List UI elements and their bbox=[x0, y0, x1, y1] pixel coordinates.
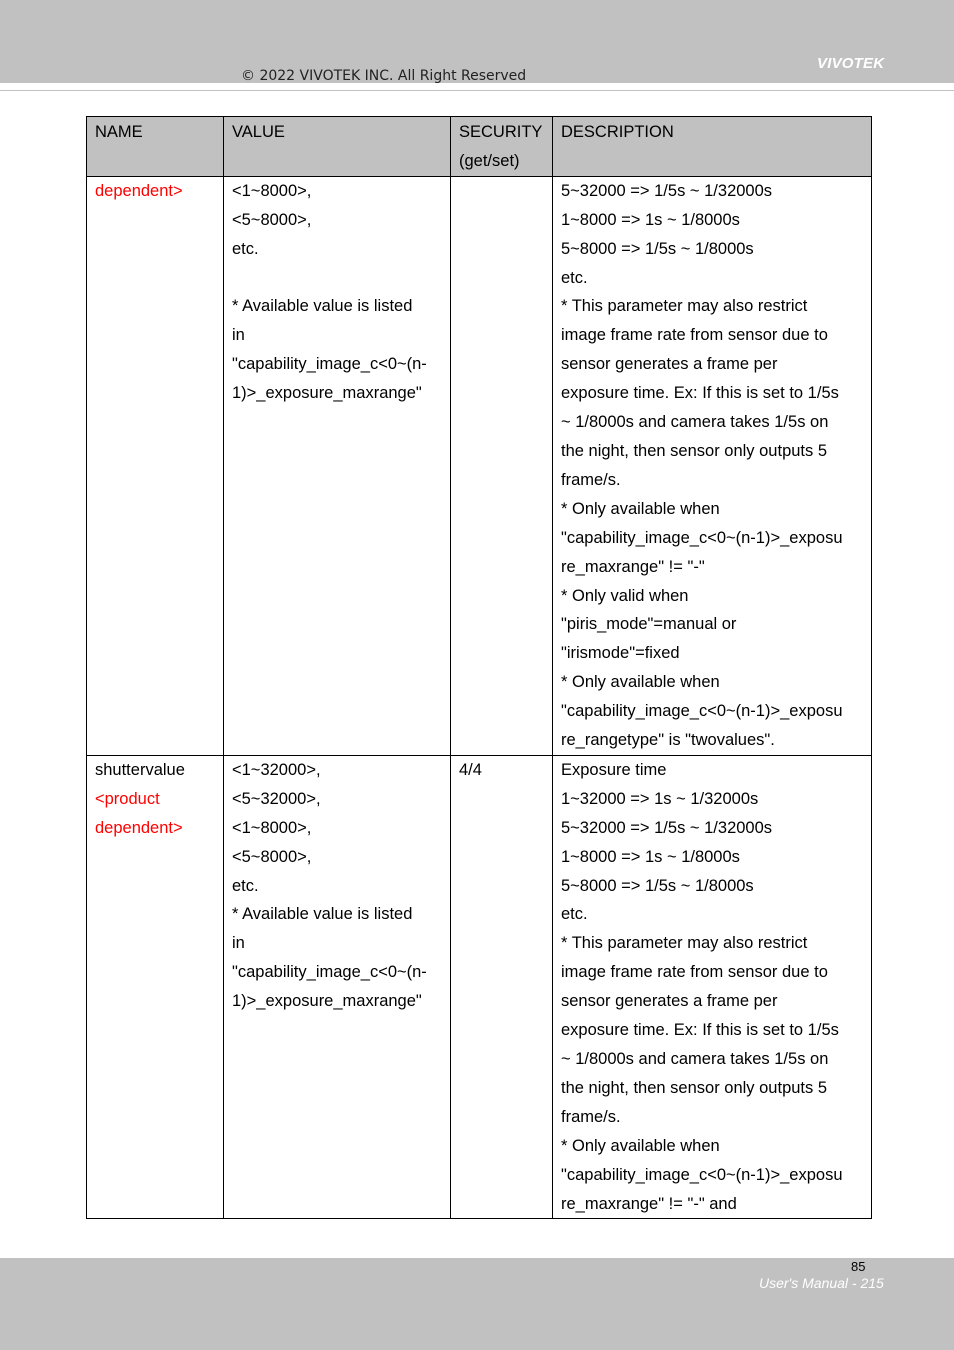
cell-text-line: 1)>_exposure_maxrange" bbox=[232, 992, 422, 1011]
cell-text-line: * Only available when bbox=[561, 673, 720, 692]
page-footer-band bbox=[0, 1258, 954, 1350]
page-number: 85 bbox=[851, 1259, 866, 1274]
cell-text-line: 1~8000 => 1s ~ 1/8000s bbox=[561, 847, 740, 866]
cell-text-line: 1~8000 => 1s ~ 1/8000s bbox=[561, 210, 740, 229]
cell-text-line: the night, then sensor only outputs 5 bbox=[561, 441, 828, 460]
cell-text-line: image frame rate from sensor due to bbox=[561, 326, 828, 345]
cell-text-line: "capability_image_c<0~(n- bbox=[232, 355, 427, 374]
cell-text-line: frame/s. bbox=[561, 1107, 621, 1126]
cell-text-line: "piris_mode"=manual or bbox=[561, 615, 737, 634]
parameter-table bbox=[86, 116, 872, 1219]
cell-text-line: etc. bbox=[232, 876, 259, 895]
security-cell bbox=[451, 755, 553, 1219]
cell-text-line: 5~8000 => 1/5s ~ 1/8000s bbox=[561, 239, 754, 258]
cell-text-line: "capability_image_c<0~(n-1)>_exposu bbox=[561, 702, 843, 721]
cell-text-line: * This parameter may also restrict bbox=[561, 934, 808, 953]
cell-text-line: etc. bbox=[561, 905, 588, 924]
cell-text-line: Exposure time bbox=[561, 760, 667, 779]
parameter-name-line: <product bbox=[95, 789, 160, 808]
cell-text-line: the night, then sensor only outputs 5 bbox=[561, 1078, 828, 1097]
value-cell bbox=[224, 755, 451, 1219]
cell-text-line: <1~32000>, bbox=[232, 760, 321, 779]
cell-text-line: 5~8000 => 1/5s ~ 1/8000s bbox=[561, 876, 754, 895]
cell-text-line: * This parameter may also restrict bbox=[561, 297, 808, 316]
cell-text-line: * Only valid when bbox=[561, 586, 689, 605]
name-cell bbox=[87, 755, 224, 1219]
column-header-value bbox=[224, 117, 451, 177]
cell-text-line: <1~8000>, bbox=[232, 181, 312, 200]
table-row bbox=[87, 176, 872, 755]
security-value: 4/4 bbox=[459, 760, 482, 779]
cell-text-line: frame/s. bbox=[561, 470, 621, 489]
column-header-description bbox=[553, 117, 872, 177]
table-row bbox=[87, 755, 872, 1219]
cell-text-line: "capability_image_c<0~(n-1)>_exposu bbox=[561, 1165, 843, 1184]
cell-text-line: sensor generates a frame per bbox=[561, 992, 778, 1011]
cell-text-line: etc. bbox=[232, 239, 259, 258]
cell-text-line: "capability_image_c<0~(n- bbox=[232, 963, 427, 982]
cell-text-line: exposure time. Ex: If this is set to 1/5s bbox=[561, 384, 839, 403]
parameter-name-line: dependent> bbox=[95, 818, 183, 837]
description-cell bbox=[553, 755, 872, 1219]
cell-text-line: 1~32000 => 1s ~ 1/32000s bbox=[561, 789, 759, 808]
description-cell bbox=[553, 176, 872, 755]
cell-text-line: * Only available when bbox=[561, 1136, 720, 1155]
security-cell bbox=[451, 176, 553, 755]
cell-text-line: "capability_image_c<0~(n-1)>_exposu bbox=[561, 528, 843, 547]
parameter-name-line: dependent> bbox=[95, 181, 183, 200]
brand-logo-text: VIVOTEK bbox=[817, 55, 885, 72]
manual-page-label: User's Manual - 215 bbox=[759, 1275, 884, 1291]
column-header-name-label: NAME bbox=[95, 123, 143, 141]
cell-text-line: ~ 1/8000s and camera takes 1/5s on bbox=[561, 413, 829, 432]
name-cell bbox=[87, 176, 224, 755]
column-header-value-label: VALUE bbox=[232, 123, 285, 141]
table-header-row bbox=[87, 117, 872, 177]
copyright-notice: © 2022 VIVOTEK INC. All Right Reserved bbox=[241, 68, 527, 84]
cell-text-line: ~ 1/8000s and camera takes 1/5s on bbox=[561, 1050, 829, 1068]
cell-text-line: <5~8000>, bbox=[232, 847, 312, 866]
cell-text-line: 5~32000 => 1/5s ~ 1/32000s bbox=[561, 818, 773, 837]
cell-text-line: image frame rate from sensor due to bbox=[561, 963, 828, 982]
cell-text-line bbox=[232, 264, 442, 293]
cell-text-line: * Only available when bbox=[561, 499, 720, 518]
cell-text-line: exposure time. Ex: If this is set to 1/5s bbox=[561, 1021, 839, 1040]
cell-text-line: re_maxrange" != "-" and bbox=[561, 1194, 737, 1213]
cell-text-line: "irismode"=fixed bbox=[561, 644, 680, 663]
column-header-description-label: DESCRIPTION bbox=[561, 123, 674, 141]
cell-text-line: <5~32000>, bbox=[232, 789, 321, 808]
cell-text-line: <5~8000>, bbox=[232, 210, 312, 229]
column-header-security-label: SECURITY bbox=[459, 123, 543, 141]
security-value bbox=[459, 177, 544, 206]
value-cell bbox=[224, 176, 451, 755]
cell-text-line: * Available value is listed bbox=[232, 905, 413, 924]
cell-text-line: 1)>_exposure_maxrange" bbox=[232, 384, 422, 403]
cell-text-line: etc. bbox=[561, 268, 588, 287]
column-header-name bbox=[87, 117, 224, 177]
column-header-security-sublabel: (get/set) bbox=[459, 151, 520, 170]
parameter-name-line: shuttervalue bbox=[95, 760, 185, 779]
cell-text-line: * Available value is listed bbox=[232, 297, 413, 316]
cell-text-line: in bbox=[232, 326, 245, 345]
cell-text-line: <1~8000>, bbox=[232, 818, 312, 837]
cell-text-line: in bbox=[232, 934, 245, 953]
header-divider bbox=[0, 90, 954, 91]
cell-text-line: re_maxrange" != "-" bbox=[561, 557, 705, 576]
cell-text-line: re_rangetype" is "twovalues". bbox=[561, 731, 775, 750]
cell-text-line: sensor generates a frame per bbox=[561, 355, 778, 374]
cell-text-line: 5~32000 => 1/5s ~ 1/32000s bbox=[561, 181, 773, 200]
column-header-security bbox=[451, 117, 553, 177]
